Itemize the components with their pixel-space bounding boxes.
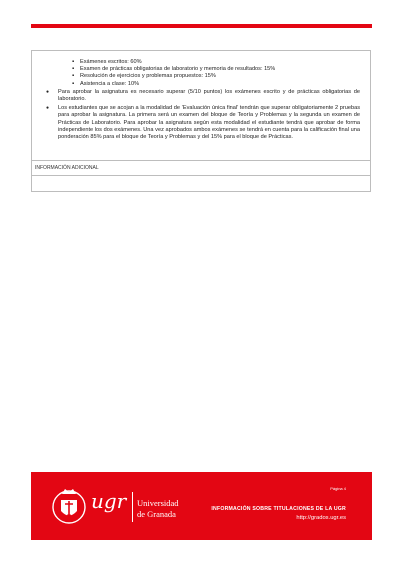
weight-item: ▪ Asistencia a clase: 10% [72,81,360,88]
university-line-1: Universidad [137,498,179,508]
additional-info-body [32,176,370,191]
university-line-2: de Granada [137,509,176,519]
additional-info-heading: INFORMACIÓN ADICIONAL [32,161,370,176]
evaluation-point: ● Los estudiantes que se acojan a la modalidad de ‘Evaluación única final’ tendrán que superar obligatoriamente 2 pruebas para aprobar la asignatura. La primera será un examen del bloque de Teoría y Problemas y la segunda un examen de Prácticas de Laboratorio. Para aprobar la asignatura según esta modalidad el estudiante tendrá que aprobar de forma independiente los dos exámenes. Una vez aprobados ambos exámenes se tendrá en cuenta para la calificación final una ponderación 85% para el bloque de Teoría y Problemas y del 15% para el bloque de Prácticas. [46,105,360,141]
evaluation-points [46,89,360,141]
weight-item: ▪ Resolución de ejercicios y problemas propuestos: 15% [72,73,360,80]
weight-item: ▪ Exámenes escritos: 60% [72,59,360,66]
header-rule [31,24,372,28]
weight-item: ▪ Examen de prácticas obligatorias de laboratorio y memoria de resultados: 15% [72,66,360,73]
evaluation-point: ● Para aprobar la asignatura es necesario superar (5/10 puntos) los exámenes escrito y de prácticas obligatorias de laboratorio. [46,89,360,103]
degrees-info-title: INFORMACIÓN SOBRE TITULACIONES DE LA UGR [211,506,346,512]
weights-list [72,59,360,88]
logo-wordmark: ugr [91,489,127,513]
footer-banner [31,472,372,540]
ugr-logo[interactable] [51,486,201,526]
evaluation-cell [32,51,370,161]
guide-table [31,50,371,192]
degrees-info-link[interactable]: http://grados.ugr.es [296,515,346,521]
university-name [137,498,179,520]
page-number: Página 4 [330,486,346,491]
crest-icon [51,486,87,526]
logo-divider [132,492,133,522]
